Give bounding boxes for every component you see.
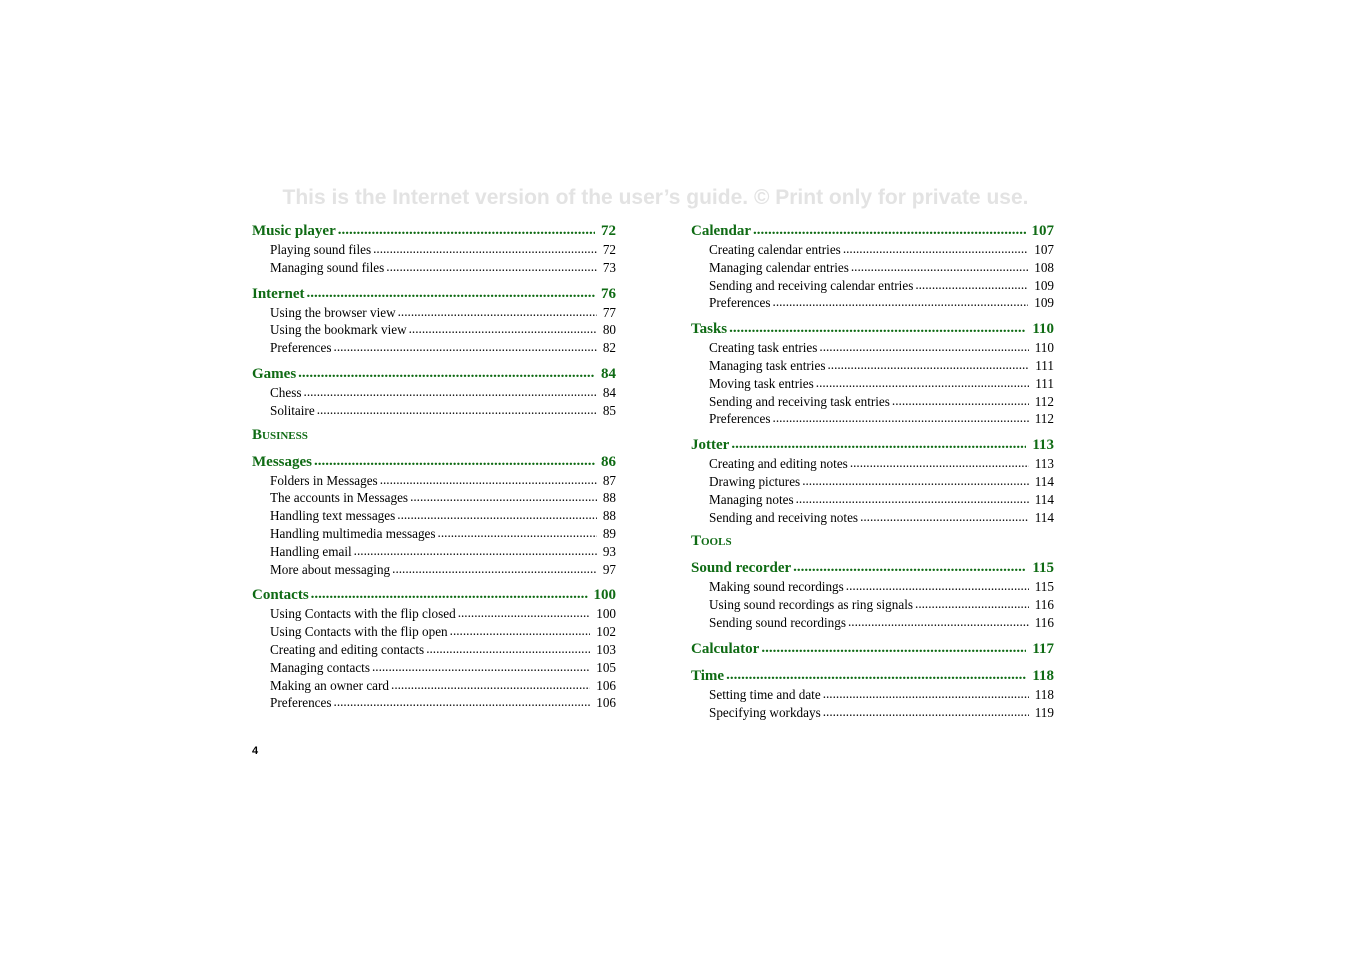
dot-leader [438, 526, 597, 539]
toc-subentry[interactable] [252, 525, 616, 543]
toc-subentry[interactable] [691, 596, 1054, 614]
dot-leader [796, 492, 1029, 505]
toc-chapter-entry[interactable] [252, 365, 616, 384]
toc-page-number: 111 [1035, 375, 1054, 391]
toc-spacer [252, 277, 616, 285]
toc-subentry[interactable] [252, 561, 616, 579]
toc-subentry[interactable] [691, 259, 1054, 277]
toc-page-number: 103 [596, 641, 616, 657]
toc-chapter-entry[interactable] [691, 436, 1054, 455]
dot-leader [848, 615, 1029, 628]
toc-subentry[interactable] [691, 578, 1054, 596]
toc-entry-title: Chess [270, 384, 302, 400]
toc-page-number: 114 [1034, 473, 1054, 489]
toc-page-number: 72 [601, 223, 616, 239]
toc-page-number: 72 [602, 242, 616, 257]
toc-entry-title: Creating and editing contacts [270, 641, 425, 657]
toc-subentry[interactable] [252, 259, 616, 277]
toc-page-number: 112 [1034, 411, 1054, 427]
toc-page-number: 84 [602, 384, 616, 400]
dot-leader [317, 403, 597, 416]
toc-page-number: 102 [596, 624, 616, 640]
toc-subentry[interactable] [252, 641, 616, 659]
toc-page-number: 113 [1034, 456, 1054, 472]
toc-chapter-entry[interactable] [691, 222, 1054, 241]
toc-page-number: 118 [1032, 667, 1054, 684]
dot-leader [304, 385, 597, 398]
toc-page-number: 111 [1035, 357, 1054, 373]
toc-entry-title: Sending and receiving task entries [709, 393, 890, 409]
toc-page-number: 116 [1034, 597, 1054, 613]
toc-subentry[interactable] [691, 277, 1054, 295]
toc-entry-title: Handling email [270, 543, 352, 559]
toc-page-number: 73 [602, 259, 616, 275]
dot-leader [773, 411, 1029, 424]
toc-page-number: 93 [602, 543, 616, 559]
toc-subentry[interactable] [252, 339, 616, 357]
toc-page-number: 107 [1031, 223, 1054, 239]
toc-entry-title: Specifying workdays [709, 704, 821, 720]
toc-entry-title: Handling text messages [270, 508, 396, 524]
toc-subentry[interactable] [691, 294, 1054, 312]
toc-entry-title: Folders in Messages [270, 472, 378, 488]
toc-entry-title: Creating task entries [709, 340, 818, 356]
toc-entry-title: Using Contacts with the flip open [270, 624, 448, 640]
dot-leader [338, 223, 595, 238]
dot-leader [726, 668, 1026, 683]
toc-spacer [691, 659, 1054, 667]
toc-page-number: 89 [602, 525, 616, 541]
toc-subentry[interactable] [691, 614, 1054, 632]
toc-page-number: 100 [593, 587, 616, 604]
toc-page-number: 82 [602, 340, 616, 356]
toc-subentry[interactable] [252, 402, 616, 420]
toc-subentry[interactable] [691, 393, 1054, 411]
toc-page-number: 109 [1034, 277, 1054, 293]
toc-subentry[interactable] [252, 507, 616, 525]
toc-page-number: 113 [1032, 437, 1054, 454]
toc-subentry[interactable] [252, 384, 616, 402]
toc-entry-title: Sending sound recordings [709, 614, 846, 630]
toc-page-number: 87 [602, 472, 616, 488]
toc-entry-title: Solitaire [270, 402, 315, 418]
toc-entry-title: Managing task entries [709, 357, 826, 373]
toc-chapter-entry[interactable] [252, 285, 616, 304]
dot-leader [802, 474, 1029, 487]
toc-page-number: 115 [1032, 560, 1054, 577]
toc-section-heading: Tools [691, 533, 732, 550]
toc-entry-title: The accounts in Messages [270, 490, 409, 506]
dot-leader [409, 322, 597, 335]
toc-entry-title: Sending and receiving notes [709, 509, 859, 525]
toc-page-number: 114 [1034, 491, 1054, 507]
toc-entry-title: Managing notes [709, 491, 794, 507]
toc-entry-title: Time [691, 667, 725, 684]
toc-entry-title: Internet [252, 285, 305, 302]
toc-entry-title: Using the bookmark view [270, 322, 407, 338]
dot-leader [860, 510, 1029, 523]
toc-entry-title: Making an owner card [270, 677, 390, 693]
dot-leader [458, 606, 591, 619]
toc-entry-title: Messages [252, 453, 312, 470]
toc-entry-title: Contacts [252, 587, 309, 604]
toc-subentry[interactable] [252, 241, 616, 259]
toc-subentry[interactable] [252, 623, 616, 641]
toc-subentry[interactable] [252, 304, 616, 322]
toc-page-number: 115 [1034, 579, 1054, 595]
dot-leader [392, 562, 597, 575]
toc-subentry[interactable] [691, 241, 1054, 259]
toc-entry-title: Games [252, 365, 297, 382]
toc-page-number: 84 [601, 365, 616, 382]
toc-entry-title: Handling multimedia messages [270, 525, 436, 541]
dot-leader [450, 624, 591, 637]
toc-subentry[interactable] [252, 472, 616, 490]
toc-page-number: 119 [1034, 704, 1054, 720]
dot-leader [410, 490, 597, 503]
toc-page-number: 86 [601, 453, 616, 470]
toc-entry-title: Managing sound files [270, 259, 385, 275]
toc-spacer [691, 312, 1054, 320]
toc-page-number: 110 [1034, 340, 1054, 356]
toc-chapter-entry[interactable] [252, 222, 616, 241]
toc-subentry[interactable] [691, 410, 1054, 428]
toc-section-heading: Business [252, 426, 308, 443]
toc-right-column [691, 222, 1054, 721]
toc-entry-title: Playing sound files [270, 242, 372, 257]
toc-page-number: 77 [602, 304, 616, 320]
toc-subentry[interactable] [252, 543, 616, 561]
toc-entry-title: Using sound recordings as ring signals [709, 597, 914, 613]
toc-page-number: 118 [1034, 686, 1054, 702]
toc-entry-title: Setting time and date [709, 686, 821, 702]
toc-entry-title: Preferences [270, 340, 332, 356]
toc-page-number: 85 [602, 402, 616, 418]
page-number: 4 [252, 745, 259, 757]
dot-leader [307, 286, 596, 301]
toc-entry-title: Drawing pictures [709, 473, 801, 489]
dot-leader [731, 437, 1026, 452]
dot-leader [823, 687, 1029, 700]
dot-leader [851, 260, 1028, 273]
toc-page-number: 114 [1034, 509, 1054, 525]
dot-leader [753, 223, 1026, 238]
toc-chapter-entry[interactable] [691, 320, 1054, 339]
toc-page-number: 107 [1034, 242, 1054, 257]
dot-leader [846, 579, 1029, 592]
toc-subentry[interactable] [252, 677, 616, 695]
toc-page-number: 105 [596, 659, 616, 675]
toc-entry-title: Using Contacts with the flip closed [270, 606, 456, 622]
dot-leader [298, 366, 595, 381]
toc-entry-title: More about messaging [270, 561, 391, 577]
dot-leader [334, 340, 597, 353]
toc-spacer [252, 357, 616, 365]
toc-subentry[interactable] [252, 489, 616, 507]
toc-entry-title: Using the browser view [270, 304, 396, 320]
toc-page-number: 88 [602, 490, 616, 506]
toc-page-number: 117 [1032, 640, 1054, 657]
dot-leader [398, 305, 597, 318]
toc-page-number: 80 [602, 322, 616, 338]
toc-page-number: 109 [1034, 295, 1054, 311]
toc-left-column [252, 222, 616, 712]
toc-entry-title: Preferences [709, 295, 771, 311]
toc-entry-title: Moving task entries [709, 375, 814, 391]
dot-leader [397, 508, 597, 521]
dot-leader [426, 642, 590, 655]
toc-subentry[interactable] [252, 321, 616, 339]
dot-leader [334, 695, 591, 708]
dot-leader [373, 242, 597, 255]
toc-entry-title: Sound recorder [691, 560, 792, 577]
toc-spacer [252, 578, 616, 586]
toc-subentry[interactable] [252, 694, 616, 712]
dot-leader [386, 260, 597, 273]
toc-chapter-entry[interactable] [691, 640, 1054, 659]
dot-leader [823, 705, 1029, 718]
dot-leader [380, 473, 597, 486]
toc-subentry[interactable] [691, 375, 1054, 393]
dot-leader [354, 544, 597, 557]
dot-leader [773, 295, 1029, 308]
toc-entry-title: Preferences [709, 411, 771, 427]
toc-entry-title: Tasks [691, 321, 728, 338]
toc-entry-title: Creating calendar entries [709, 242, 841, 257]
dot-leader [827, 358, 1029, 371]
toc-entry-title: Managing calendar entries [709, 259, 849, 275]
toc-entry-title: Preferences [270, 695, 332, 711]
toc-page-number: 110 [1032, 321, 1054, 338]
toc-entry-title: Calculator [691, 640, 760, 657]
toc-entry-title: Creating and editing notes [709, 456, 848, 472]
toc-page-number: 76 [601, 285, 616, 302]
dot-leader [311, 587, 588, 602]
toc-page-number: 116 [1034, 614, 1054, 630]
toc-subentry[interactable] [252, 659, 616, 677]
dot-leader [761, 641, 1026, 656]
toc-chapter-entry[interactable] [691, 667, 1054, 686]
toc-page-number: 100 [596, 606, 616, 622]
watermark-text: This is the Internet version of the user’s guide. © Print only for private use. [282, 186, 1029, 209]
toc-subentry[interactable] [691, 491, 1054, 509]
toc-entry-title: Making sound recordings [709, 579, 844, 595]
toc-page-number: 106 [596, 677, 616, 693]
toc-entry-title: Music player [252, 223, 336, 239]
dot-leader [850, 456, 1029, 469]
toc-subentry[interactable] [691, 509, 1054, 527]
toc-subentry[interactable] [691, 455, 1054, 473]
dot-leader [793, 560, 1026, 575]
toc-spacer [691, 428, 1054, 436]
toc-page-number: 97 [602, 561, 616, 577]
toc-page-number: 108 [1034, 259, 1054, 275]
dot-leader [892, 394, 1029, 407]
dot-leader [816, 376, 1029, 389]
toc-page-number: 112 [1034, 393, 1054, 409]
dot-leader [729, 321, 1026, 336]
toc-subentry[interactable] [691, 686, 1054, 704]
toc-subentry[interactable] [252, 605, 616, 623]
toc-spacer [691, 632, 1054, 640]
toc-entry-title: Managing contacts [270, 659, 370, 675]
dot-leader [915, 597, 1029, 610]
toc-subentry[interactable] [691, 704, 1054, 722]
toc-page-number: 106 [596, 695, 616, 711]
dot-leader [819, 340, 1028, 353]
dot-leader [372, 660, 590, 673]
dot-leader [843, 242, 1028, 255]
toc-entry-title: Calendar [691, 223, 751, 239]
dot-leader [391, 678, 590, 691]
toc-page-number: 88 [602, 508, 616, 524]
toc-subentry[interactable] [691, 339, 1054, 357]
dot-leader [915, 278, 1028, 291]
toc-subentry[interactable] [691, 473, 1054, 491]
toc-chapter-entry[interactable] [252, 586, 616, 605]
toc-chapter-entry[interactable] [252, 453, 616, 472]
toc-entry-title: Sending and receiving calendar entries [709, 277, 914, 293]
toc-chapter-entry[interactable] [691, 559, 1054, 578]
toc-entry-title: Jotter [691, 437, 730, 454]
toc-subentry[interactable] [691, 357, 1054, 375]
dot-leader [314, 454, 595, 469]
